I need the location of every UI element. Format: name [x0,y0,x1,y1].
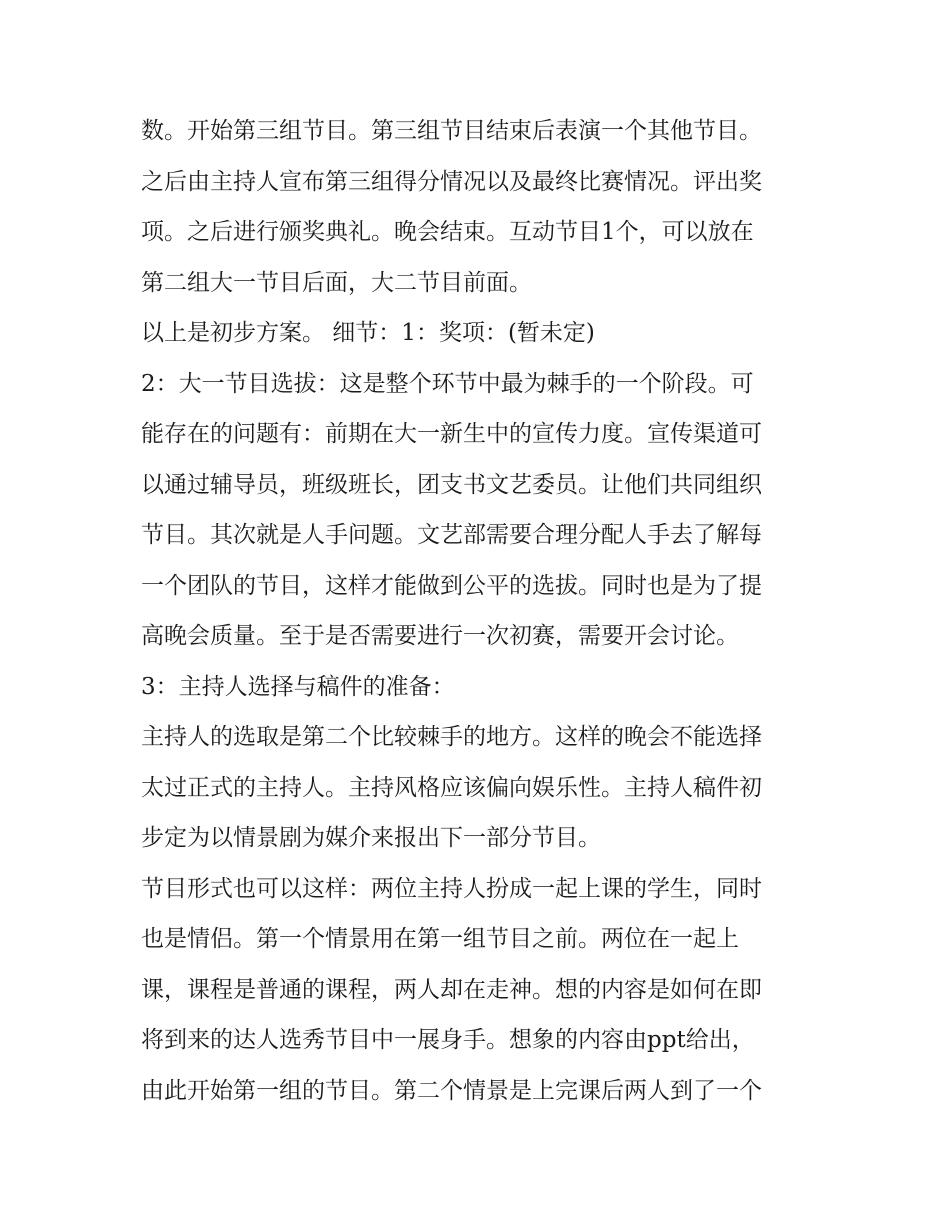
text-line: 以通过辅导员，班级班长，团支书文艺委员。让他们共同组织 [141,471,762,498]
text-line: 课，课程是普通的课程，两人却在走神。想的内容是如何在即 [141,976,762,1003]
text-line: 项。之后进行颁奖典礼。晚会结束。互动节目1个，可以放在 [141,219,754,245]
text-line: 一个团队的节目，这样才能做到公平的选拔。同时也是为了提 [141,572,762,599]
body-text [141,106,821,1116]
text-line: 2：大一节目选拔：这是整个环节中最为棘手的一个阶段。可 [141,370,754,397]
text-line: 将到来的达人选秀节目中一展身手。想象的内容由ppt给出， [141,1027,755,1053]
text-line: 高晚会质量。至于是否需要进行一次初赛，需要开会讨论。 [141,623,739,649]
text-line: 之后由主持人宣布第三组得分情况以及最终比赛情况。评出奖 [141,168,762,195]
text-line: 第二组大一节目后面，大二节目前面。 [141,269,532,296]
text-line: 步定为以情景剧为媒介来报出下一部分节目。 [141,825,601,851]
text-line: 由此开始第一组的节目。第二个情景是上完课后两人到了一个 [141,1077,762,1104]
text-line: 也是情侣。第一个情景用在第一组节目之前。两位在一起上 [141,926,739,952]
text-line: 数。开始第三组节目。第三组节目结束后表演一个其他节目。 [141,118,762,144]
text-line: 节目。其次就是人手问题。文艺部需要合理分配人手去了解每 [141,522,762,548]
text-line: 节目形式也可以这样：两位主持人扮成一起上课的学生，同时 [141,875,762,902]
text-line: 主持人的选取是第二个比较棘手的地方。这样的晚会不能选择 [141,724,762,750]
text-line: 以上是初步方案。 细节：1：奖项：(暂未定) [141,320,595,346]
text-line: 3：主持人选择与稿件的准备： [141,673,455,700]
text-line: 太过正式的主持人。主持风格应该偏向娱乐性。主持人稿件初 [141,774,762,801]
text-line: 能存在的问题有：前期在大一新生中的宣传力度。宣传渠道可 [141,421,762,447]
